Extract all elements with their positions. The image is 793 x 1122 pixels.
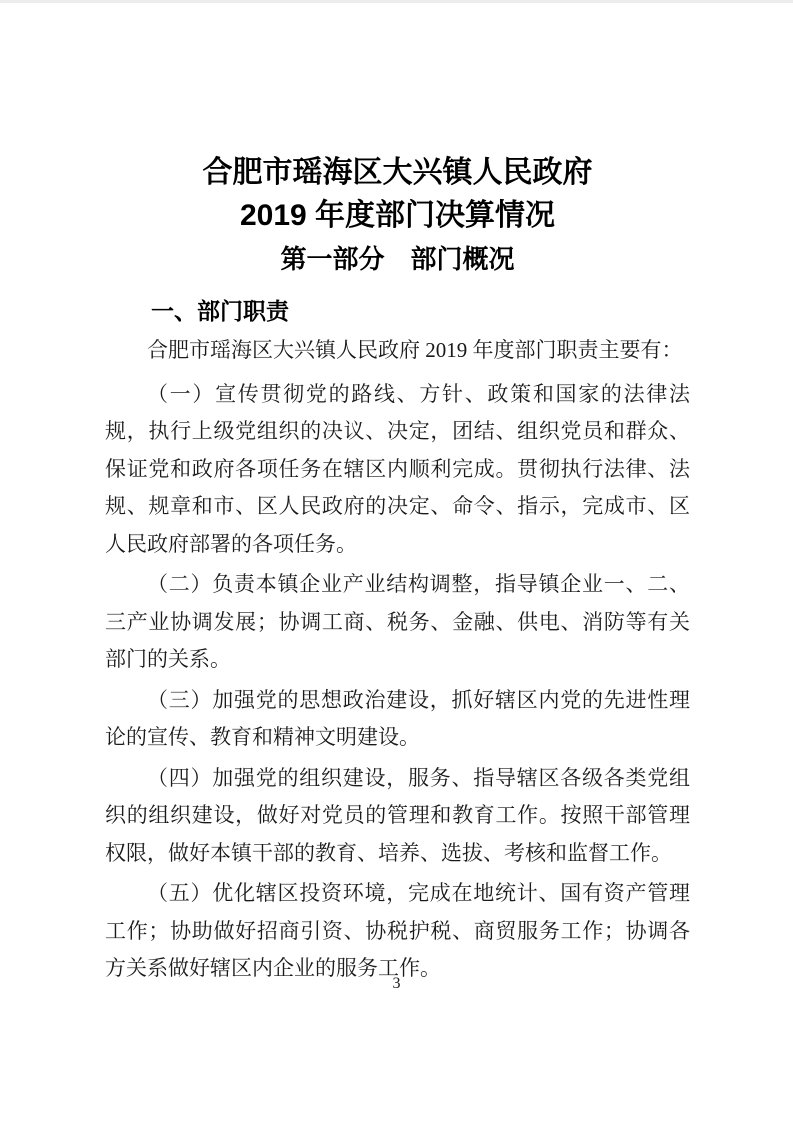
heading-department-duties: 一、部门职责 xyxy=(151,298,289,324)
duty-paragraph-2: （二）负责本镇企业产业结构调整，指导镇企业一、二、三产业协调发展；协调工商、税务、金融、供电、消防等有关部门的关系。 xyxy=(105,572,690,671)
document-content xyxy=(105,151,690,991)
page-number: 3 xyxy=(392,975,401,992)
duty-paragraph-4: （四）加强党的组织建设，服务、指导辖区各级各类党组织的组织建设，做好对党员的管理和教育工作。按照干部管理权限，做好本镇干部的教育、培养、选拔、考核和监督工作。 xyxy=(105,765,690,865)
section-title-part-one: 第一部分 部门概况 xyxy=(280,244,515,274)
intro-paragraph: 合肥市瑶海区大兴镇人民政府 2019 年度部门职责主要有： xyxy=(147,338,683,362)
duty-paragraph-3: （三）加强党的思想政治建设，抓好辖区内党的先进性理论的宣传、教育和精神文明建设。 xyxy=(105,687,690,749)
duty-paragraph-5: （五）优化辖区投资环境，完成在地统计、国有资产管理工作；协助做好招商引资、协税护税、商贸服务工作；协调各方关系做好辖区内企业的服务工作。 xyxy=(105,881,690,980)
doc-title-line1: 合肥市瑶海区大兴镇人民政府 xyxy=(202,156,593,189)
duty-paragraph-1: （一）宣传贯彻党的路线、方针、政策和国家的法律法规，执行上级党组织的决议、决定，团结、组织党员和群众、保证党和政府各项任务在辖区内顺利完成。贯彻执行法律、法规、规章和市、区人民政府的决定、命令、指示，完成市、区人民政府部署的各项任务。 xyxy=(105,381,690,556)
doc-title-line2: 2019 年度部门决算情况 xyxy=(239,199,556,232)
